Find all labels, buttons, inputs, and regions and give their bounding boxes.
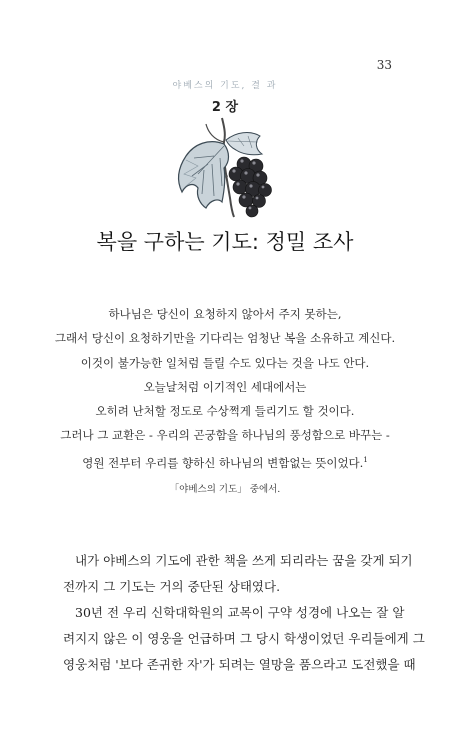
chapter-label: 2 장 — [211, 100, 239, 115]
footnote-marker: 1 — [363, 455, 368, 464]
epigraph-line: 오늘날처럼 이기적인 세대에서는 — [143, 379, 307, 394]
epigraph — [0, 302, 450, 475]
body-line: 영웅처럼 '보다 존귀한 자'가 되려는 열망을 품으라고 도전했을 때 — [63, 657, 416, 672]
body-line: 전까지 그 기도는 거의 중단된 상태였다. — [63, 579, 281, 594]
epigraph-source: 「야베스의 기도」 중에서. — [169, 484, 281, 495]
epigraph-line: 그래서 당신이 요청하기만을 기다리는 엄청난 복을 소유하고 계신다. — [54, 331, 396, 346]
epigraph-line: 이것이 불가능한 일처럼 들릴 수도 있다는 것을 나도 안다. — [80, 355, 370, 370]
body-line: 30년 전 우리 신학대학원의 교목이 구약 성경에 나오는 잘 알 — [75, 605, 405, 620]
grape-vine-illustration — [164, 114, 284, 219]
epigraph-line: 하나님은 당신이 요청하지 않아서 주지 못하는, — [108, 307, 342, 321]
body-line: 내가 야베스의 기도에 관한 책을 쓰게 되리라는 꿈을 갖게 되기 — [75, 553, 413, 568]
body-text — [63, 548, 425, 678]
epigraph-line-text: 영원 전부터 우리를 향하신 하나님의 변함없는 뜻이었다. — [82, 455, 364, 470]
epigraph-line: 그러나 그 교환은 - 우리의 곤궁함을 하나님의 풍성함으로 바꾸는 - — [60, 428, 390, 443]
page-number: 33 — [376, 58, 392, 72]
epigraph-line-last — [0, 448, 450, 475]
body-line: 려지지 않은 이 영웅을 언급하며 그 당시 학생이었던 우리들에게 그 — [63, 631, 425, 646]
running-header: 야베스의 기도, 결 과 — [172, 81, 278, 91]
chapter-title: 복을 구하는 기도: 정밀 조사 — [96, 230, 354, 254]
epigraph-line: 오히려 난처할 정도로 수상쩍게 들리기도 할 것이다. — [95, 404, 355, 419]
